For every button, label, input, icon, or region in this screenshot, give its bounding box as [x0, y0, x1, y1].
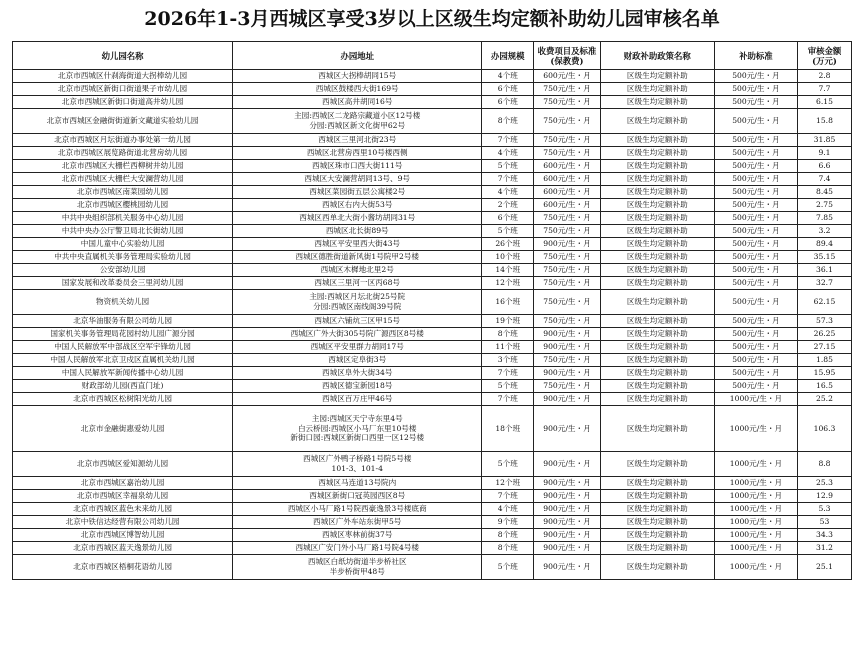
cell-policy-name: 区级生均定额补助 — [600, 529, 714, 542]
cell-policy-name: 区级生均定额补助 — [600, 225, 714, 238]
cell-scale: 7个班 — [482, 173, 534, 186]
cell-subsidy-standard: 500元/生・月 — [714, 199, 797, 212]
cell-fee-standard: 750元/生・月 — [534, 147, 600, 160]
cell-policy-name: 区级生均定额补助 — [600, 315, 714, 328]
cell-fee-standard: 750元/生・月 — [534, 277, 600, 290]
cell-fee-standard: 900元/生・月 — [534, 406, 600, 452]
cell-policy-name: 区级生均定额补助 — [600, 109, 714, 134]
cell-audited-amount: 15.8 — [797, 109, 851, 134]
cell-scale: 11个班 — [482, 341, 534, 354]
cell-kindergarten-name: 北京市西城区蓝色未来幼儿园 — [13, 503, 233, 516]
table-row — [13, 490, 852, 503]
cell-policy-name: 区级生均定额补助 — [600, 83, 714, 96]
table-row — [13, 134, 852, 147]
cell-fee-standard: 750元/生・月 — [534, 134, 600, 147]
cell-scale: 6个班 — [482, 212, 534, 225]
cell-scale: 5个班 — [482, 452, 534, 477]
cell-audited-amount: 2.75 — [797, 199, 851, 212]
cell-subsidy-standard: 1000元/生・月 — [714, 406, 797, 452]
header-policy-name: 财政补助政策名称 — [600, 42, 714, 70]
cell-subsidy-standard: 500元/生・月 — [714, 380, 797, 393]
cell-subsidy-standard: 500元/生・月 — [714, 70, 797, 83]
cell-audited-amount: 26.25 — [797, 328, 851, 341]
cell-address: 西城区大安澜营胡同13号、9号 — [233, 173, 482, 186]
cell-kindergarten-name: 北京市西城区新街口街道高井幼儿园 — [13, 96, 233, 109]
cell-audited-amount: 7.7 — [797, 83, 851, 96]
cell-audited-amount: 25.1 — [797, 555, 851, 580]
cell-subsidy-standard: 500元/生・月 — [714, 160, 797, 173]
cell-policy-name: 区级生均定额补助 — [600, 341, 714, 354]
cell-subsidy-standard: 500元/生・月 — [714, 290, 797, 315]
cell-subsidy-standard: 1000元/生・月 — [714, 516, 797, 529]
cell-kindergarten-name: 北京市西城区大栅栏西柳树井幼儿园 — [13, 160, 233, 173]
header-subsidy-standard: 补助标准 — [714, 42, 797, 70]
cell-address: 西城区德胜街道新风街1号院甲2号楼 — [233, 251, 482, 264]
cell-address: 西城区定阜街3号 — [233, 354, 482, 367]
cell-subsidy-standard: 1000元/生・月 — [714, 393, 797, 406]
cell-subsidy-standard: 500元/生・月 — [714, 134, 797, 147]
cell-address: 西城区大拐棒胡同15号 — [233, 70, 482, 83]
cell-kindergarten-name: 物资机关幼儿园 — [13, 290, 233, 315]
table-row — [13, 516, 852, 529]
cell-address: 西城区平安里群力胡同17号 — [233, 341, 482, 354]
table-row — [13, 212, 852, 225]
cell-scale: 5个班 — [482, 555, 534, 580]
cell-audited-amount: 62.15 — [797, 290, 851, 315]
table-row — [13, 225, 852, 238]
cell-audited-amount: 9.1 — [797, 147, 851, 160]
cell-subsidy-standard: 1000元/生・月 — [714, 503, 797, 516]
cell-scale: 5个班 — [482, 225, 534, 238]
cell-kindergarten-name: 国家机关事务管理局花园村幼儿园广源分园 — [13, 328, 233, 341]
cell-address: 西城区平安里西大街43号 — [233, 238, 482, 251]
cell-subsidy-standard: 500元/生・月 — [714, 186, 797, 199]
table-header-row — [13, 42, 852, 70]
cell-address: 西城区珠市口西大街111号 — [233, 160, 482, 173]
cell-scale: 5个班 — [482, 380, 534, 393]
cell-policy-name: 区级生均定额补助 — [600, 328, 714, 341]
cell-subsidy-standard: 500元/生・月 — [714, 238, 797, 251]
cell-audited-amount: 12.9 — [797, 490, 851, 503]
cell-address: 西城区右内大街53号 — [233, 199, 482, 212]
cell-scale: 8个班 — [482, 328, 534, 341]
cell-policy-name: 区级生均定额补助 — [600, 393, 714, 406]
cell-kindergarten-name: 中国人民解放军北京卫戍区直属机关幼儿园 — [13, 354, 233, 367]
cell-address: 西城区阜外大街34号 — [233, 367, 482, 380]
cell-fee-standard: 900元/生・月 — [534, 529, 600, 542]
cell-audited-amount: 27.15 — [797, 341, 851, 354]
cell-kindergarten-name: 北京市西城区月坛街道办事处第一幼儿园 — [13, 134, 233, 147]
cell-audited-amount: 31.85 — [797, 134, 851, 147]
cell-kindergarten-name: 北京中铁信达经营有限公司幼儿园 — [13, 516, 233, 529]
cell-audited-amount: 25.2 — [797, 393, 851, 406]
cell-kindergarten-name: 北京市西城区展览路街道北营房幼儿园 — [13, 147, 233, 160]
cell-fee-standard: 900元/生・月 — [534, 516, 600, 529]
cell-fee-standard: 750元/生・月 — [534, 212, 600, 225]
cell-fee-standard: 750元/生・月 — [534, 380, 600, 393]
cell-policy-name: 区级生均定额补助 — [600, 134, 714, 147]
table-row — [13, 315, 852, 328]
table-row — [13, 406, 852, 452]
cell-fee-standard: 750元/生・月 — [534, 354, 600, 367]
cell-policy-name: 区级生均定额补助 — [600, 354, 714, 367]
cell-address: 西城区马连道13号院内 — [233, 477, 482, 490]
table-body — [13, 70, 852, 580]
cell-policy-name: 区级生均定额补助 — [600, 160, 714, 173]
cell-scale: 19个班 — [482, 315, 534, 328]
cell-scale: 9个班 — [482, 516, 534, 529]
cell-fee-standard: 900元/生・月 — [534, 542, 600, 555]
table-row — [13, 367, 852, 380]
cell-fee-standard: 900元/生・月 — [534, 328, 600, 341]
cell-subsidy-standard: 1000元/生・月 — [714, 452, 797, 477]
cell-fee-standard: 600元/生・月 — [534, 70, 600, 83]
cell-policy-name: 区级生均定额补助 — [600, 186, 714, 199]
cell-kindergarten-name: 北京市西城区什刹海街道大拐棒幼儿园 — [13, 70, 233, 83]
cell-policy-name: 区级生均定额补助 — [600, 173, 714, 186]
cell-scale: 7个班 — [482, 490, 534, 503]
cell-subsidy-standard: 1000元/生・月 — [714, 529, 797, 542]
cell-policy-name: 区级生均定额补助 — [600, 70, 714, 83]
cell-subsidy-standard: 1000元/生・月 — [714, 542, 797, 555]
cell-scale: 7个班 — [482, 393, 534, 406]
table-row — [13, 542, 852, 555]
table-row — [13, 199, 852, 212]
cell-audited-amount: 15.95 — [797, 367, 851, 380]
cell-kindergarten-name: 中共中央办公厅警卫局北长街幼儿园 — [13, 225, 233, 238]
table-row — [13, 290, 852, 315]
cell-policy-name: 区级生均定额补助 — [600, 199, 714, 212]
cell-policy-name: 区级生均定额补助 — [600, 367, 714, 380]
cell-policy-name: 区级生均定额补助 — [600, 264, 714, 277]
header-scale: 办园规模 — [482, 42, 534, 70]
cell-fee-standard: 750元/生・月 — [534, 109, 600, 134]
cell-address: 西城区三里河北街23号 — [233, 134, 482, 147]
table-row — [13, 147, 852, 160]
cell-scale: 14个班 — [482, 264, 534, 277]
cell-scale: 5个班 — [482, 160, 534, 173]
cell-fee-standard: 600元/生・月 — [534, 173, 600, 186]
cell-subsidy-standard: 500元/生・月 — [714, 354, 797, 367]
cell-audited-amount: 6.15 — [797, 96, 851, 109]
cell-address: 西城区小马厂路1号院西豪逸景3号楼底商 — [233, 503, 482, 516]
cell-kindergarten-name: 中共中央直属机关事务管理局实验幼儿园 — [13, 251, 233, 264]
cell-policy-name: 区级生均定额补助 — [600, 96, 714, 109]
cell-scale: 10个班 — [482, 251, 534, 264]
cell-scale: 12个班 — [482, 477, 534, 490]
cell-policy-name: 区级生均定额补助 — [600, 555, 714, 580]
cell-audited-amount: 35.15 — [797, 251, 851, 264]
cell-subsidy-standard: 500元/生・月 — [714, 83, 797, 96]
cell-policy-name: 区级生均定额补助 — [600, 516, 714, 529]
cell-scale: 7个班 — [482, 367, 534, 380]
cell-scale: 4个班 — [482, 70, 534, 83]
cell-audited-amount: 7.4 — [797, 173, 851, 186]
cell-scale: 6个班 — [482, 96, 534, 109]
cell-subsidy-standard: 500元/生・月 — [714, 264, 797, 277]
cell-address: 西城区德宝新园18号 — [233, 380, 482, 393]
cell-kindergarten-name: 北京市西城区梧桐花语幼儿园 — [13, 555, 233, 580]
cell-audited-amount: 3.2 — [797, 225, 851, 238]
table-row — [13, 109, 852, 134]
cell-audited-amount: 6.6 — [797, 160, 851, 173]
table-row — [13, 264, 852, 277]
table-row — [13, 452, 852, 477]
cell-scale: 6个班 — [482, 83, 534, 96]
cell-kindergarten-name: 北京市西城区大栅栏大安澜营幼儿园 — [13, 173, 233, 186]
cell-fee-standard: 900元/生・月 — [534, 341, 600, 354]
table-row — [13, 96, 852, 109]
cell-kindergarten-name: 北京市西城区新街口街道果子市幼儿园 — [13, 83, 233, 96]
cell-subsidy-standard: 500元/生・月 — [714, 251, 797, 264]
cell-subsidy-standard: 500元/生・月 — [714, 367, 797, 380]
cell-audited-amount: 36.1 — [797, 264, 851, 277]
cell-kindergarten-name: 北京市西城区樱桃园幼儿园 — [13, 199, 233, 212]
cell-policy-name: 区级生均定额补助 — [600, 212, 714, 225]
cell-scale: 3个班 — [482, 354, 534, 367]
cell-policy-name: 区级生均定额补助 — [600, 380, 714, 393]
cell-address: 主园:西城区月坛北街25号院 分园:西城区南线阁39号院 — [233, 290, 482, 315]
cell-fee-standard: 750元/生・月 — [534, 225, 600, 238]
cell-policy-name: 区级生均定额补助 — [600, 277, 714, 290]
cell-kindergarten-name: 中国人民解放军中部战区空军宇锋幼儿园 — [13, 341, 233, 354]
cell-policy-name: 区级生均定额补助 — [600, 452, 714, 477]
cell-kindergarten-name: 中国儿童中心实验幼儿园 — [13, 238, 233, 251]
cell-scale: 16个班 — [482, 290, 534, 315]
cell-audited-amount: 57.3 — [797, 315, 851, 328]
table-row — [13, 503, 852, 516]
cell-kindergarten-name: 北京市西城区金融街街道新文藏道实验幼儿园 — [13, 109, 233, 134]
cell-fee-standard: 900元/生・月 — [534, 555, 600, 580]
cell-fee-standard: 600元/生・月 — [534, 186, 600, 199]
cell-kindergarten-name: 北京华油服务有限公司幼儿园 — [13, 315, 233, 328]
cell-kindergarten-name: 国家发展和改革委员会三里河幼儿园 — [13, 277, 233, 290]
cell-subsidy-standard: 1000元/生・月 — [714, 477, 797, 490]
cell-address: 西城区新街口冠英园西区8号 — [233, 490, 482, 503]
cell-kindergarten-name: 北京市西城区博智幼儿园 — [13, 529, 233, 542]
cell-scale: 7个班 — [482, 134, 534, 147]
cell-audited-amount: 7.85 — [797, 212, 851, 225]
cell-address: 西城区六铺炕三区甲15号 — [233, 315, 482, 328]
table-row — [13, 173, 852, 186]
document-title: 2026年1-3月西城区享受3岁以上区级生均定额补助幼儿园审核名单 — [144, 8, 720, 30]
cell-address: 西城区木樨地北里2号 — [233, 264, 482, 277]
cell-fee-standard: 600元/生・月 — [534, 199, 600, 212]
cell-audited-amount: 8.8 — [797, 452, 851, 477]
cell-kindergarten-name: 北京市西城区南菜园幼儿园 — [13, 186, 233, 199]
table-row — [13, 277, 852, 290]
table-row — [13, 555, 852, 580]
cell-address: 西城区北营房西里10号楼西侧 — [233, 147, 482, 160]
cell-audited-amount: 32.7 — [797, 277, 851, 290]
cell-fee-standard: 900元/生・月 — [534, 477, 600, 490]
cell-address: 主园:西城区二龙路宗藏道小区12号楼 分园:西城区新文化街甲62号 — [233, 109, 482, 134]
cell-kindergarten-name: 中国人民解放军新闻传播中心幼儿园 — [13, 367, 233, 380]
kindergarten-table — [12, 41, 852, 580]
cell-policy-name: 区级生均定额补助 — [600, 147, 714, 160]
cell-subsidy-standard: 500元/生・月 — [714, 147, 797, 160]
cell-kindergarten-name: 北京市金融街惠爱幼儿园 — [13, 406, 233, 452]
cell-scale: 4个班 — [482, 147, 534, 160]
cell-policy-name: 区级生均定额补助 — [600, 477, 714, 490]
cell-subsidy-standard: 500元/生・月 — [714, 96, 797, 109]
cell-kindergarten-name: 中共中央组织部机关服务中心幼儿园 — [13, 212, 233, 225]
cell-address: 西城区枣林前街37号 — [233, 529, 482, 542]
cell-fee-standard: 900元/生・月 — [534, 393, 600, 406]
table-row — [13, 477, 852, 490]
table-row — [13, 160, 852, 173]
cell-fee-standard: 750元/生・月 — [534, 290, 600, 315]
cell-address: 西城区三里河一区丙68号 — [233, 277, 482, 290]
cell-address: 西城区百万庄甲46号 — [233, 393, 482, 406]
cell-fee-standard: 750元/生・月 — [534, 315, 600, 328]
cell-fee-standard: 750元/生・月 — [534, 251, 600, 264]
cell-audited-amount: 16.5 — [797, 380, 851, 393]
cell-audited-amount: 34.3 — [797, 529, 851, 542]
cell-audited-amount: 2.8 — [797, 70, 851, 83]
cell-audited-amount: 53 — [797, 516, 851, 529]
cell-scale: 4个班 — [482, 503, 534, 516]
cell-address: 主园:西城区天宁寺东里4号 白云桥园:西城区小马厂东里10号楼 新街口园:西城区新街口西里一区12号楼 — [233, 406, 482, 452]
header-fee-standard: 收费项目及标准 (保教费) — [534, 42, 600, 70]
cell-kindergarten-name: 北京市西城区松树阳光幼儿园 — [13, 393, 233, 406]
cell-scale: 8个班 — [482, 529, 534, 542]
cell-fee-standard: 900元/生・月 — [534, 238, 600, 251]
cell-address: 西城区广外车站东街甲5号 — [233, 516, 482, 529]
cell-policy-name: 区级生均定额补助 — [600, 251, 714, 264]
cell-address: 西城区菜园街五层公寓楼2号 — [233, 186, 482, 199]
cell-fee-standard: 750元/生・月 — [534, 96, 600, 109]
cell-audited-amount: 1.85 — [797, 354, 851, 367]
cell-fee-standard: 600元/生・月 — [534, 160, 600, 173]
cell-address: 西城区西单北大街小酱坊胡同31号 — [233, 212, 482, 225]
cell-scale: 8个班 — [482, 542, 534, 555]
cell-address: 西城区广安门外小马厂路1号院4号楼 — [233, 542, 482, 555]
cell-audited-amount: 31.2 — [797, 542, 851, 555]
cell-subsidy-standard: 500元/生・月 — [714, 277, 797, 290]
cell-policy-name: 区级生均定额补助 — [600, 406, 714, 452]
table-row — [13, 251, 852, 264]
cell-scale: 4个班 — [482, 186, 534, 199]
table-row — [13, 380, 852, 393]
header-address: 办园地址 — [233, 42, 482, 70]
cell-policy-name: 区级生均定额补助 — [600, 490, 714, 503]
cell-subsidy-standard: 500元/生・月 — [714, 225, 797, 238]
cell-fee-standard: 900元/生・月 — [534, 503, 600, 516]
cell-scale: 18个班 — [482, 406, 534, 452]
cell-policy-name: 区级生均定额补助 — [600, 238, 714, 251]
table-row — [13, 186, 852, 199]
cell-fee-standard: 900元/生・月 — [534, 452, 600, 477]
cell-fee-standard: 900元/生・月 — [534, 490, 600, 503]
cell-kindergarten-name: 北京市西城区幸福泉幼儿园 — [13, 490, 233, 503]
cell-scale: 26个班 — [482, 238, 534, 251]
header-kindergarten-name: 幼儿园名称 — [13, 42, 233, 70]
cell-fee-standard: 750元/生・月 — [534, 83, 600, 96]
table-row — [13, 354, 852, 367]
table-row — [13, 393, 852, 406]
cell-kindergarten-name: 北京市西城区嘉治幼儿园 — [13, 477, 233, 490]
cell-policy-name: 区级生均定额补助 — [600, 290, 714, 315]
table-row — [13, 83, 852, 96]
cell-scale: 12个班 — [482, 277, 534, 290]
cell-kindergarten-name: 北京市西城区爱知源幼儿园 — [13, 452, 233, 477]
cell-audited-amount: 106.3 — [797, 406, 851, 452]
cell-audited-amount: 8.45 — [797, 186, 851, 199]
cell-audited-amount: 89.4 — [797, 238, 851, 251]
cell-scale: 2个班 — [482, 199, 534, 212]
header-audited-amount: 审核金额 (万元) — [797, 42, 851, 70]
cell-address: 西城区广外鸭子桥路1号院5号楼 101-3、101-4 — [233, 452, 482, 477]
cell-policy-name: 区级生均定额补助 — [600, 542, 714, 555]
cell-address: 西城区北长街89号 — [233, 225, 482, 238]
cell-address: 西城区白纸坊街道半步桥社区 半步桥街甲48号 — [233, 555, 482, 580]
cell-address: 西城区鼓楼西大街169号 — [233, 83, 482, 96]
cell-address: 西城区高井胡同16号 — [233, 96, 482, 109]
table-row — [13, 70, 852, 83]
cell-subsidy-standard: 500元/生・月 — [714, 315, 797, 328]
cell-subsidy-standard: 500元/生・月 — [714, 212, 797, 225]
cell-subsidy-standard: 500元/生・月 — [714, 341, 797, 354]
cell-subsidy-standard: 500元/生・月 — [714, 109, 797, 134]
cell-kindergarten-name: 财政部幼儿园(西直门址) — [13, 380, 233, 393]
cell-policy-name: 区级生均定额补助 — [600, 503, 714, 516]
table-row — [13, 328, 852, 341]
cell-subsidy-standard: 500元/生・月 — [714, 173, 797, 186]
table-row — [13, 341, 852, 354]
cell-subsidy-standard: 500元/生・月 — [714, 328, 797, 341]
cell-subsidy-standard: 1000元/生・月 — [714, 490, 797, 503]
table-row — [13, 238, 852, 251]
cell-kindergarten-name: 公安部幼儿园 — [13, 264, 233, 277]
cell-scale: 8个班 — [482, 109, 534, 134]
cell-subsidy-standard: 1000元/生・月 — [714, 555, 797, 580]
cell-fee-standard: 900元/生・月 — [534, 367, 600, 380]
cell-address: 西城区广外大街305号院广源西区8号楼 — [233, 328, 482, 341]
cell-audited-amount: 5.3 — [797, 503, 851, 516]
cell-fee-standard: 750元/生・月 — [534, 264, 600, 277]
cell-kindergarten-name: 北京市西城区蓝天逸景幼儿园 — [13, 542, 233, 555]
cell-audited-amount: 25.3 — [797, 477, 851, 490]
table-row — [13, 529, 852, 542]
